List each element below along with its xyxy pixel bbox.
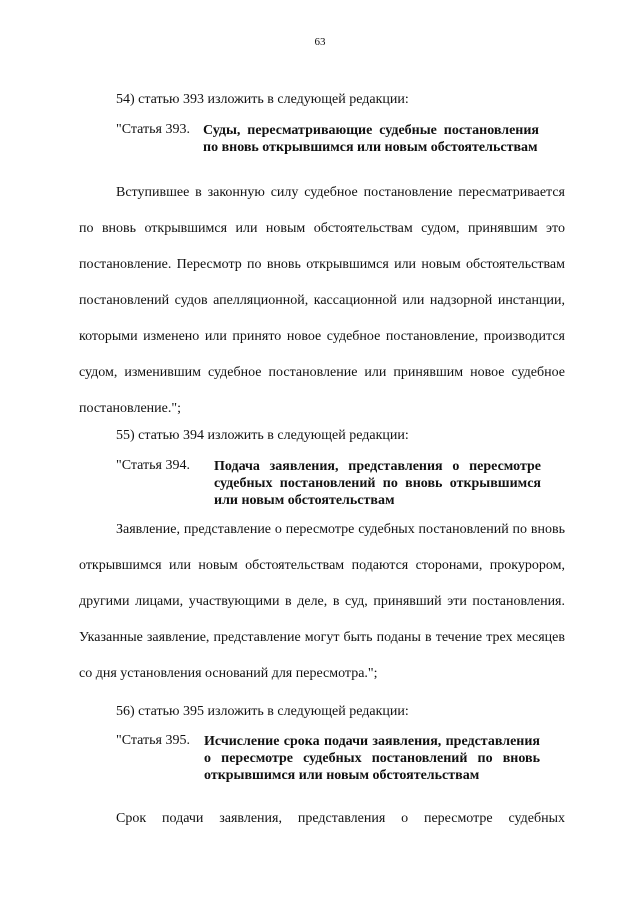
section-56-intro: 56) статью 395 изложить в следующей редакции: xyxy=(116,704,409,719)
section-55-intro: 55) статью 394 изложить в следующей редакции: xyxy=(116,428,409,443)
article-393-label: "Статья 393. xyxy=(116,122,190,137)
article-395-title: Исчисление срока подачи заявления, представления о пересмотре судебных постановлений по вновь открывшимся или новым обстоятельствам xyxy=(204,734,540,783)
article-394-label: "Статья 394. xyxy=(116,458,190,473)
section-54-intro: 54) статью 393 изложить в следующей редакции: xyxy=(116,92,409,107)
article-394-text: Заявление, представление о пересмотре судебных постановлений по вновь открывшимся или новым обстоятельствам подаются сторонами, прокурором, другими лицами, участвующими в деле, в суд, принявший эти постановления. Указанные заявление, представление могут быть поданы в течение трех месяцев со дня установления оснований для пересмотра."; xyxy=(79,522,565,681)
article-394-body xyxy=(79,512,565,692)
article-395-text: Срок подачи заявления, представления о пересмотре судебных xyxy=(116,811,565,826)
article-395-body xyxy=(79,801,565,837)
article-393-text: Вступившее в законную силу судебное постановление пересматривается по вновь открывшимся или новым обстоятельствам судом, принявшим это постановление. Пересмотр по вновь открывшимся или новым обстоятельствам постановлений судов апелляционной, кассационной или надзорной инстанции, которыми изменено или принято новое судебное постановление, производится судом, изменившим судебное постановление или принявшим новое судебное постановление."; xyxy=(79,185,565,416)
page-number: 63 xyxy=(314,36,326,48)
article-393-title: Суды, пересматривающие судебные постановления по вновь открывшимся или новым обстоятельствам xyxy=(203,123,539,155)
article-394-title: Подача заявления, представления о пересмотре судебных постановлений по вновь открывшимся или новым обстоятельствам xyxy=(214,459,541,508)
article-393-body xyxy=(79,175,565,427)
article-395-label: "Статья 395. xyxy=(116,733,190,748)
